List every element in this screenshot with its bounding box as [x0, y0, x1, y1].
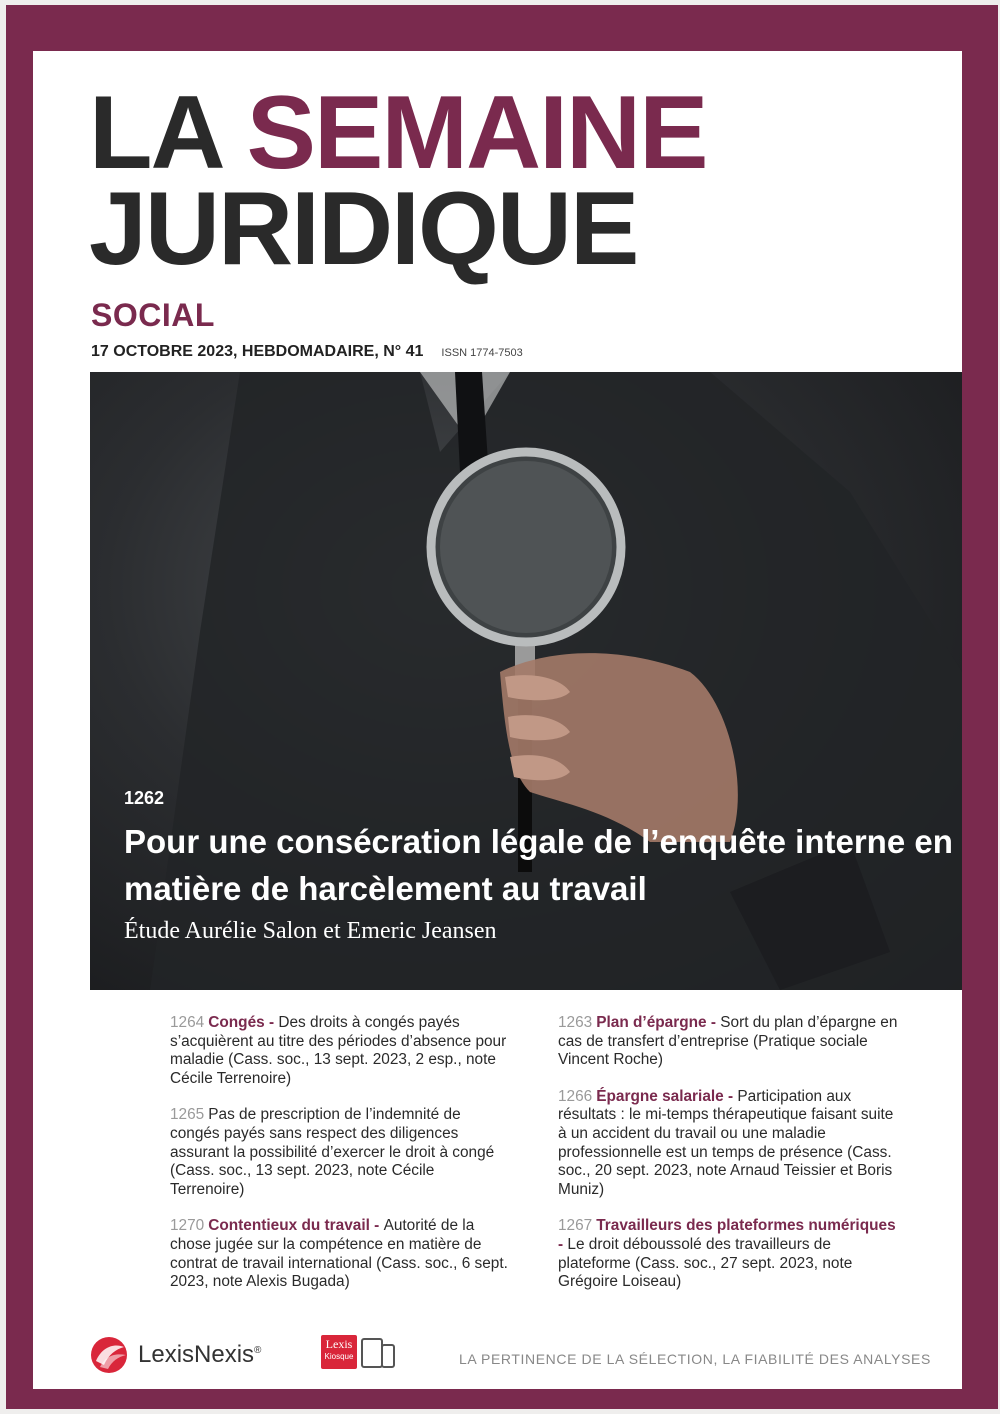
- index-entry[interactable]: [558, 1217, 898, 1291]
- issue-info: [91, 343, 523, 361]
- feature-number: 1262: [124, 788, 165, 808]
- entry-text: Pas de prescription de l’indemnité de congés payés sans respect des diligences assurant la possibilité d’exercer le droit à congé (Cass. soc., 13 sept. 2023, note Cécile Terrenoire): [170, 1106, 495, 1198]
- entry-heading: Travailleurs des plateformes numériques -: [558, 1217, 896, 1253]
- index-entry[interactable]: [170, 1217, 510, 1291]
- section-label: SOCIAL: [91, 297, 215, 333]
- index-column-right: [558, 1014, 898, 1310]
- entry-heading: Contentieux du travail -: [208, 1217, 384, 1235]
- lexisnexis-logo-icon: [88, 1335, 130, 1375]
- entry-heading: Épargne salariale -: [596, 1087, 738, 1105]
- tagline: LA PERTINENCE DE LA SÉLECTION, LA FIABILITÉ DES ANALYSES: [459, 1351, 931, 1367]
- entry-number: 1264: [170, 1014, 205, 1031]
- entry-number: 1265: [170, 1106, 205, 1124]
- cover-page: [33, 51, 962, 1389]
- issn: ISSN 1774-7503: [441, 347, 523, 359]
- feature-byline: Étude Aurélie Salon et Emeric Jeansen: [124, 918, 497, 944]
- entry-number: 1270: [170, 1217, 205, 1235]
- index-entry[interactable]: [558, 1088, 898, 1200]
- entry-heading: Congés -: [208, 1014, 279, 1031]
- title-semaine: SEMAINE: [246, 75, 707, 191]
- entry-number: 1266: [558, 1087, 593, 1105]
- index-column-left: [170, 1014, 510, 1310]
- cover-border: [6, 5, 998, 1409]
- index-entry[interactable]: [170, 1014, 510, 1088]
- entry-text: Sort du plan d’épargne en cas de transfert d’entreprise (Pratique sociale Vincent Roche): [558, 1014, 898, 1069]
- masthead-title-line-2: JURIDIQUE: [89, 171, 638, 287]
- masthead-title-line-1: [89, 75, 707, 191]
- lexis-kiosque-badge[interactable]: [321, 1335, 357, 1369]
- registered-mark: ®: [254, 1345, 262, 1356]
- entry-text: Le droit déboussolé des travailleurs de plateforme (Cass. soc., 27 sept. 2023, note Grégoire Loiseau): [558, 1235, 853, 1291]
- kiosque-line-2: Kiosque: [324, 1352, 354, 1361]
- kiosque-line-1: Lexis: [325, 1337, 353, 1351]
- entry-text: Des droits à congés payés s’acquièrent au titre des périodes d’absence pour maladie (Cass. soc., 13 sept. 2023, 2 esp., note Cécile Terrenoire): [170, 1014, 507, 1087]
- entry-heading: Plan d’épargne -: [596, 1014, 721, 1031]
- publisher-name[interactable]: [138, 1341, 261, 1369]
- index-entry[interactable]: [558, 1014, 898, 1070]
- publisher-name-text: LexisNexis: [138, 1341, 255, 1368]
- cover-footer: [33, 1309, 962, 1389]
- devices-icon: [360, 1335, 396, 1371]
- issue-date: 17 OCTOBRE 2023, HEBDOMADAIRE, N° 41: [91, 343, 424, 360]
- entry-text: Autorité de la chose jugée sur la compétence en matière de contrat de travail international (Cass. soc., 6 sept. 2023, note Alexis Bugada): [170, 1217, 508, 1291]
- cover-photo: [90, 372, 962, 990]
- entry-number: 1267: [558, 1217, 593, 1235]
- index-entry[interactable]: [170, 1106, 510, 1199]
- entry-number: 1263: [558, 1014, 593, 1031]
- entry-text: Participation aux résultats : le mi-temps thérapeutique faisant suite à un accident du travail ou une maladie professionnelle est un temps de présence (Cass. soc., 20 sept. 2023, note Arnaud Teissier et Boris Muniz): [558, 1087, 894, 1198]
- title-la: LA: [89, 75, 247, 191]
- feature-title[interactable]: Pour une consécration légale de l’enquête interne en matière de harcèlement au travail: [124, 823, 953, 907]
